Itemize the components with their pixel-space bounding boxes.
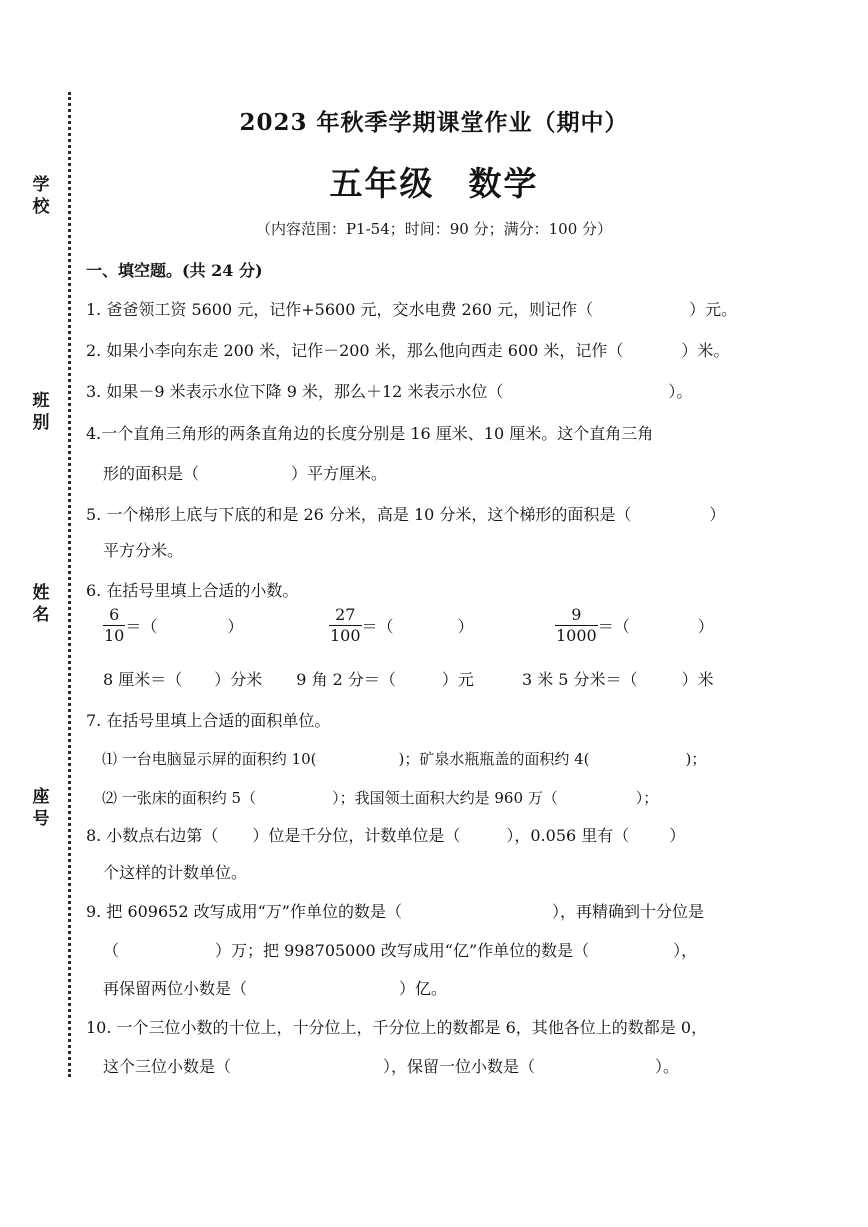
question-8: 8. 小数点右边第（ ）位是千分位，计数单位是（ ），0.056 里有（ ） <box>86 826 686 845</box>
fraction: $\frac{6}{10}$ <box>104 605 125 645</box>
page-subject <box>0 158 868 205</box>
question-4: 4.一个直角三角形的两条直角边的长度分别是 16 厘米、10 厘米。这个直角三角 <box>86 424 654 443</box>
binding-margin-dotted-line <box>68 92 71 1077</box>
fraction-item: $\frac{27}{100}$ ＝（ ） <box>330 605 474 645</box>
sidebar-label-name: 姓 名 <box>32 583 50 625</box>
page-title: 2023 年秋季学期课堂作业（期中） <box>239 109 629 136</box>
sidebar-label-school: 学 校 <box>32 175 50 217</box>
question-10: 10. 一个三位小数的十位上，十分位上，千分位上的数都是 6，其他各位上的数都是 0， <box>86 1018 708 1037</box>
fraction-item: $\frac{6}{10}$ ＝（ ） <box>104 605 244 645</box>
question-7-sub-1: ⑴ 一台电脑显示屏的面积约 10( )；矿泉水瓶瓶盖的面积约 4( )； <box>102 750 707 768</box>
question-6: 6. 在括号里填上合适的小数。 <box>86 581 299 600</box>
question-3: 3. 如果－9 米表示水位下降 9 米，那么＋12 米表示水位（ ）。 <box>86 382 693 401</box>
question-2: 2. 如果小李向东走 200 米，记作－200 米，那么他向西走 600 米，记作（ ）米。 <box>86 341 730 360</box>
question-7-sub-2: ⑵ 一张床的面积约 5（ ）；我国领土面积大约是 960 万（ ）； <box>102 789 659 807</box>
section-heading-fill-in: 一、填空题。(共 24 分) <box>86 261 263 280</box>
question-9-line-3: 再保留两位小数是（ ）亿。 <box>103 979 448 998</box>
question-9-line-2: （ ）万；把 998705000 改写成用“亿”作单位的数是（ ）， <box>103 941 698 960</box>
question-10-line-2: 这个三位小数是（ ），保留一位小数是（ ）。 <box>103 1057 680 1076</box>
question-6-fraction-row <box>103 605 803 655</box>
subject-label: 数学 <box>468 164 539 203</box>
fraction-item: $\frac{9}{1000}$ ＝（ ） <box>556 605 714 645</box>
question-4-line-2: 形的面积是（ ）平方厘米。 <box>103 464 388 483</box>
question-8-line-2: 个这样的计数单位。 <box>103 863 248 882</box>
question-5: 5. 一个梯形上底与下底的和是 26 分米，高是 10 分米，这个梯形的面积是（ ） <box>86 505 726 524</box>
question-6-units-row: 8 厘米＝（ ）分米 9 角 2 分＝（ ）元 3 米 5 分米＝（ ）米 <box>103 670 714 689</box>
exam-scope: （内容范围：P1-54；时间：90 分；满分：100 分） <box>255 220 613 238</box>
sidebar-label-seat: 座 号 <box>32 787 50 829</box>
sidebar-label-class: 班 别 <box>32 391 50 433</box>
question-5-line-2: 平方分米。 <box>103 541 184 560</box>
grade-label: 五年级 <box>329 164 435 203</box>
fraction: $\frac{9}{1000}$ <box>556 605 597 645</box>
question-1: 1. 爸爸领工资 5600 元，记作+5600 元，交水电费 260 元，则记作（ ）元。 <box>86 300 738 319</box>
question-7: 7. 在括号里填上合适的面积单位。 <box>86 711 331 730</box>
fraction: $\frac{27}{100}$ <box>330 605 361 645</box>
question-9: 9. 把 609652 改写成用“万”作单位的数是（ ），再精确到十分位是 <box>86 902 704 921</box>
